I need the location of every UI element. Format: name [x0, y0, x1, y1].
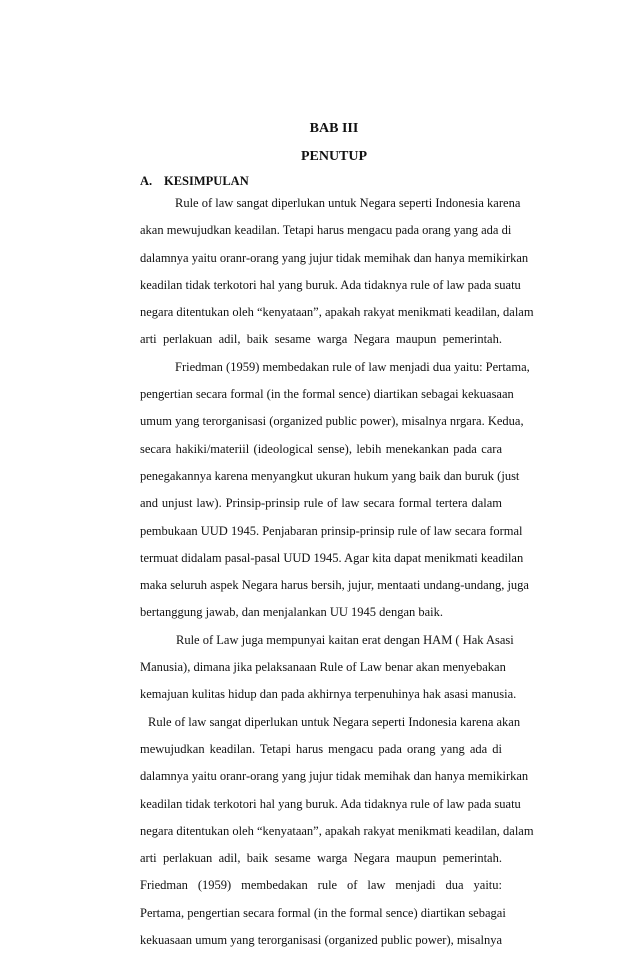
text-line: secara hakiki/materiil (ideological sense), lebih menekankan pada cara: [140, 441, 502, 456]
text-line: umum yang terorganisasi (organized public power), misalnya nrgara. Kedua,: [140, 414, 524, 429]
text-line: Rule of law sangat diperlukan untuk Negara seperti Indonesia karena akan: [148, 714, 521, 729]
text-line: akan mewujudkan keadilan. Tetapi harus mengacu pada orang yang ada di: [140, 223, 512, 238]
text-line: bertanggung jawab, dan menjalankan UU 1945 dengan baik.: [140, 605, 444, 620]
text-line: Rule of law sangat diperlukan untuk Negara seperti Indonesia karena: [175, 196, 521, 210]
text-line: penegakannya karena menyangkut ukuran hukum yang baik dan buruk (just: [140, 468, 520, 483]
body-text: [140, 196, 534, 960]
section-title: KESIMPULAN: [164, 174, 249, 188]
chapter-title: PENUTUP: [300, 149, 368, 164]
text-line: dalamnya yaitu oranr-orang yang jujur tidak memihak dan hanya memikirkan: [140, 250, 529, 265]
text-line: kemajuan kulitas hidup dan pada akhirnya terpenuhinya hak asasi manusia.: [140, 687, 517, 702]
text-line: negara ditentukan oleh “kenyataan”, apakah rakyat menikmati keadilan, dalam: [140, 823, 534, 838]
text-line: negara ditentukan oleh “kenyataan”, apakah rakyat menikmati keadilan, dalam: [140, 305, 534, 320]
text-line: Friedman (1959) membedakan rule of law menjadi dua yaitu:: [140, 878, 502, 893]
text-line: kekuasaan umum yang terorganisasi (organized public power), misalnya: [140, 933, 502, 948]
text-line: Rule of Law juga mempunyai kaitan erat dengan HAM ( Hak Asasi: [176, 632, 514, 647]
chapter-label: BAB III: [309, 121, 359, 136]
text-line: and unjust law). Prinsip-prinsip rule of law secara formal tertera dalam: [140, 496, 502, 511]
text-line: mewujudkan keadilan. Tetapi harus mengacu pada orang yang ada di: [140, 741, 502, 756]
section-heading: [140, 174, 249, 188]
text-line: Manusia), dimana jika pelaksanaan Rule of Law benar akan menyebakan: [140, 660, 506, 675]
text-line: maka seluruh aspek Negara harus bersih, jujur, mentaati undang-undang, juga: [140, 578, 529, 593]
text-line: keadilan tidak terkotori hal yang buruk. Ada tidaknya rule of law pada suatu: [140, 277, 521, 292]
text-line: Pertama, pengertian secara formal (in the formal sence) diartikan sebagai: [140, 905, 506, 920]
text-line: termuat didalam pasal-pasal UUD 1945. Agar kita dapat menikmati keadilan: [140, 550, 524, 565]
text-line: arti perlakuan adil, baik sesame warga Negara maupun pemerintah.: [140, 851, 502, 866]
text-line: keadilan tidak terkotori hal yang buruk. Ada tidaknya rule of law pada suatu: [140, 796, 521, 811]
text-line: arti perlakuan adil, baik sesame warga Negara maupun pemerintah.: [140, 332, 502, 347]
text-line: dalamnya yaitu oranr-orang yang jujur tidak memihak dan hanya memikirkan: [140, 769, 529, 784]
text-line: pengertian secara formal (in the formal sence) diartikan sebagai kekuasaan: [140, 387, 514, 402]
text-line: Friedman (1959) membedakan rule of law menjadi dua yaitu: Pertama,: [175, 359, 530, 374]
text-line: pembukaan UUD 1945. Penjabaran prinsip-prinsip rule of law secara formal: [140, 523, 523, 538]
section-number: A.: [140, 174, 153, 188]
